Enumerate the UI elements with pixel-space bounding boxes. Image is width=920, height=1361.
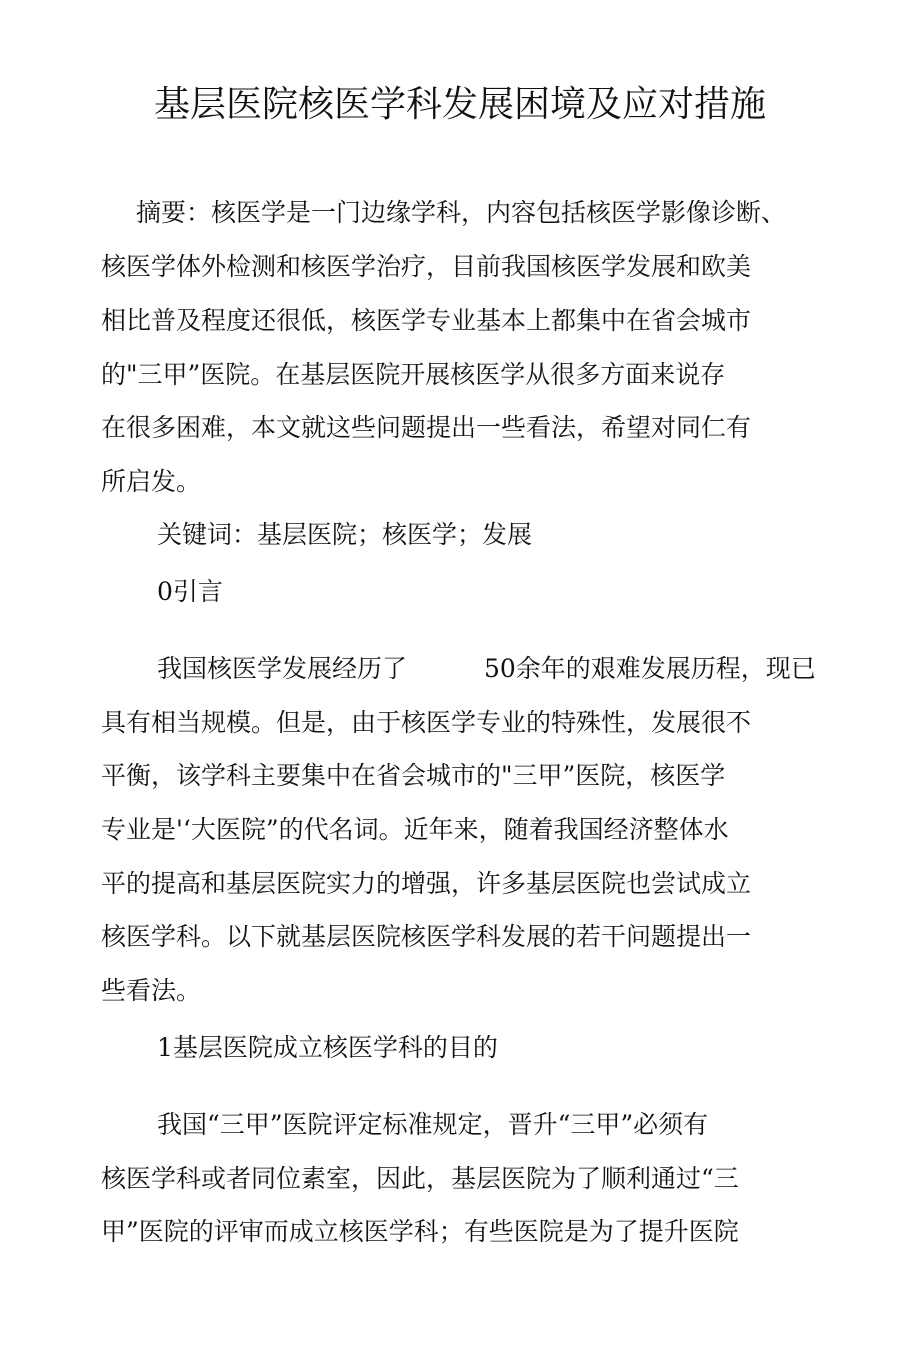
- intro-line: 专业是'‘大医院”的代名词。近年来，随着我国经济整体水: [101, 815, 729, 844]
- intro-line: 核医学科。以下就基层医院核医学科发展的若干问题提出一: [101, 922, 752, 951]
- section1-line: 我国“三甲”医院评定标准规定，晋升“三甲”必须有: [157, 1110, 709, 1139]
- section1-line: 核医学科或者同位素室，因此，基层医院为了顺利通过“三: [101, 1164, 739, 1193]
- abstract-line: 的"三甲”医院。在基层医院开展核医学从很多方面来说存: [101, 360, 726, 389]
- abstract-line: 在很多困难，本文就这些问题提出一些看法，希望对同仁有: [101, 413, 752, 442]
- intro-line: 具有相当规模。但是，由于核医学专业的特殊性，发展很不: [101, 708, 752, 737]
- abstract-line: 核医学体外检测和核医学治疗，目前我国核医学发展和欧美: [101, 252, 752, 281]
- intro-line: 平衡，该学科主要集中在省会城市的"三甲”医院，核医学: [101, 761, 726, 790]
- intro-line: 平的提高和基层医院实力的增强，许多基层医院也尝试成立: [101, 869, 752, 898]
- intro-line: 50余年的艰难发展历程，现已: [484, 654, 816, 683]
- intro-line: 些看法。: [101, 976, 202, 1005]
- section1-line: 甲”医院的评审而成立核医学科；有些医院是为了提升医院: [101, 1217, 739, 1246]
- section-heading: 0引言: [157, 577, 223, 606]
- abstract-line: 摘要：核医学是一门边缘学科，内容包括核医学影像诊断、: [136, 198, 787, 227]
- intro-line: 我国核医学发展经历了: [157, 654, 408, 683]
- abstract-line: 所启发。: [101, 467, 202, 496]
- abstract-line: 相比普及程度还很低，核医学专业基本上都集中在省会城市: [101, 306, 752, 335]
- document-title: 基层医院核医学科发展困境及应对措施: [153, 84, 766, 125]
- section-heading: 1基层医院成立核医学科的目的: [157, 1033, 498, 1062]
- keywords: 关键词：基层医院；核医学；发展: [157, 520, 533, 549]
